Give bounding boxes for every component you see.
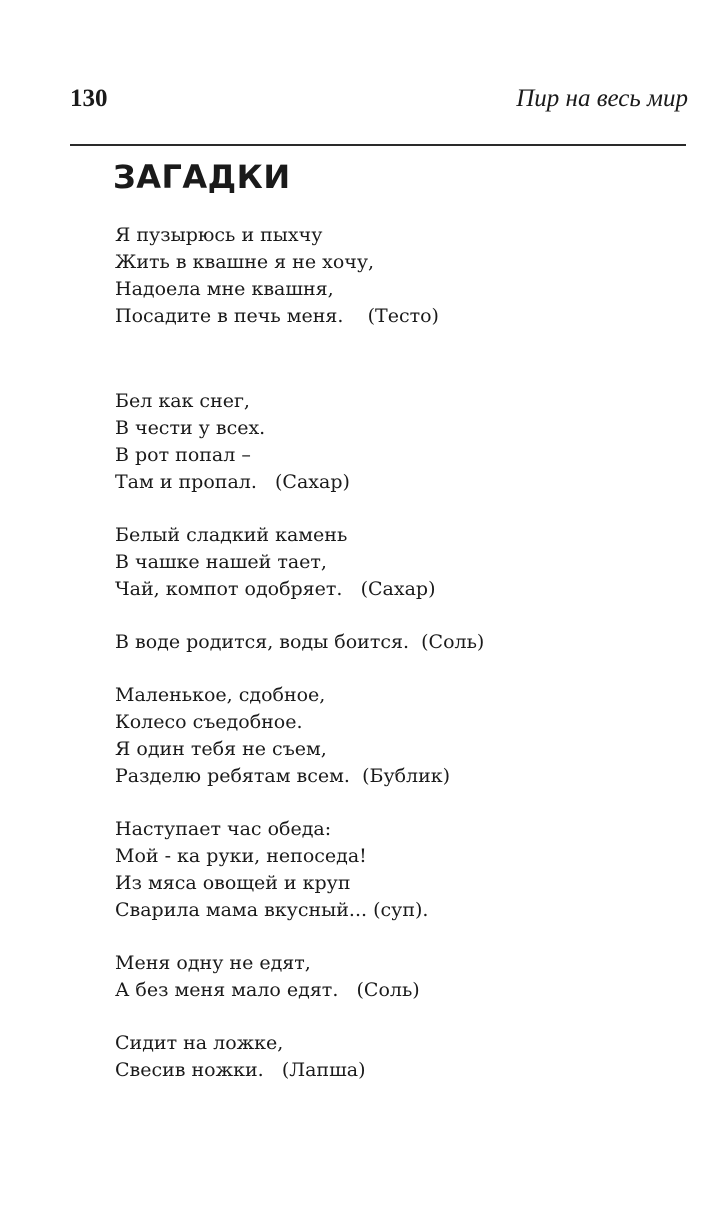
riddle-line: Я один тебя не съем, xyxy=(115,738,327,760)
riddle-line: Бел как снег, xyxy=(115,390,250,412)
riddle-list xyxy=(115,222,675,1110)
riddle-line: Там и пропал. xyxy=(115,471,257,493)
riddle-answer: (Соль) xyxy=(421,631,485,653)
riddle-1 xyxy=(115,222,675,330)
riddle-line: Колесо съедобное. xyxy=(115,711,303,733)
riddle-line: А без меня мало едят. xyxy=(115,979,339,1001)
riddle-line: Жить в квашне я не хочу, xyxy=(115,251,375,273)
riddle-6 xyxy=(115,816,675,924)
riddle-line: В воде родится, воды боится. xyxy=(115,631,410,653)
riddle-line: Сидит на ложке, xyxy=(115,1032,284,1054)
riddle-7 xyxy=(115,950,675,1004)
riddle-line: Маленькое, сдобное, xyxy=(115,684,326,706)
riddle-line: Посадите в печь меня. xyxy=(115,305,344,327)
riddle-line: Разделю ребятам всем. xyxy=(115,765,350,787)
riddle-line: Я пузырюсь и пыхчу xyxy=(115,224,323,246)
riddle-line: В чашке нашей тает, xyxy=(115,551,327,573)
riddle-line: Меня одну не едят, xyxy=(115,952,311,974)
riddle-answer: (Сахар) xyxy=(360,578,436,600)
riddle-line: Чай, компот одобряет. xyxy=(115,578,343,600)
riddle-5 xyxy=(115,682,675,790)
riddle-answer: (Тесто) xyxy=(367,305,439,327)
riddle-8 xyxy=(115,1030,675,1084)
riddle-3 xyxy=(115,522,675,603)
riddle-line: Свесив ножки. xyxy=(115,1059,264,1081)
riddle-line: Сварила мама вкусный... xyxy=(115,899,368,921)
riddle-line: В рот попал – xyxy=(115,444,251,466)
page-number: 130 xyxy=(70,85,108,112)
riddle-2 xyxy=(115,388,675,496)
riddle-line: Наступает час обеда: xyxy=(115,818,332,840)
riddle-line: Белый сладкий камень xyxy=(115,524,348,546)
riddle-answer: (Соль) xyxy=(356,979,420,1001)
riddle-line: Надоела мне квашня, xyxy=(115,278,334,300)
riddle-4 xyxy=(115,629,675,656)
riddle-answer: (Лапша) xyxy=(281,1059,366,1081)
section-title: ЗАГАДКИ xyxy=(113,158,291,196)
riddle-answer: (Бублик) xyxy=(362,765,451,787)
running-header-title: Пир на весь мир xyxy=(516,85,688,112)
riddle-answer: (Сахар) xyxy=(275,471,350,493)
riddle-line: В чести у всех. xyxy=(115,417,266,439)
riddle-answer: (суп). xyxy=(373,899,429,921)
header-rule xyxy=(70,144,686,146)
riddle-line: Мой - ка руки, непоседа! xyxy=(115,845,367,867)
riddle-line: Из мяса овощей и круп xyxy=(115,872,351,894)
